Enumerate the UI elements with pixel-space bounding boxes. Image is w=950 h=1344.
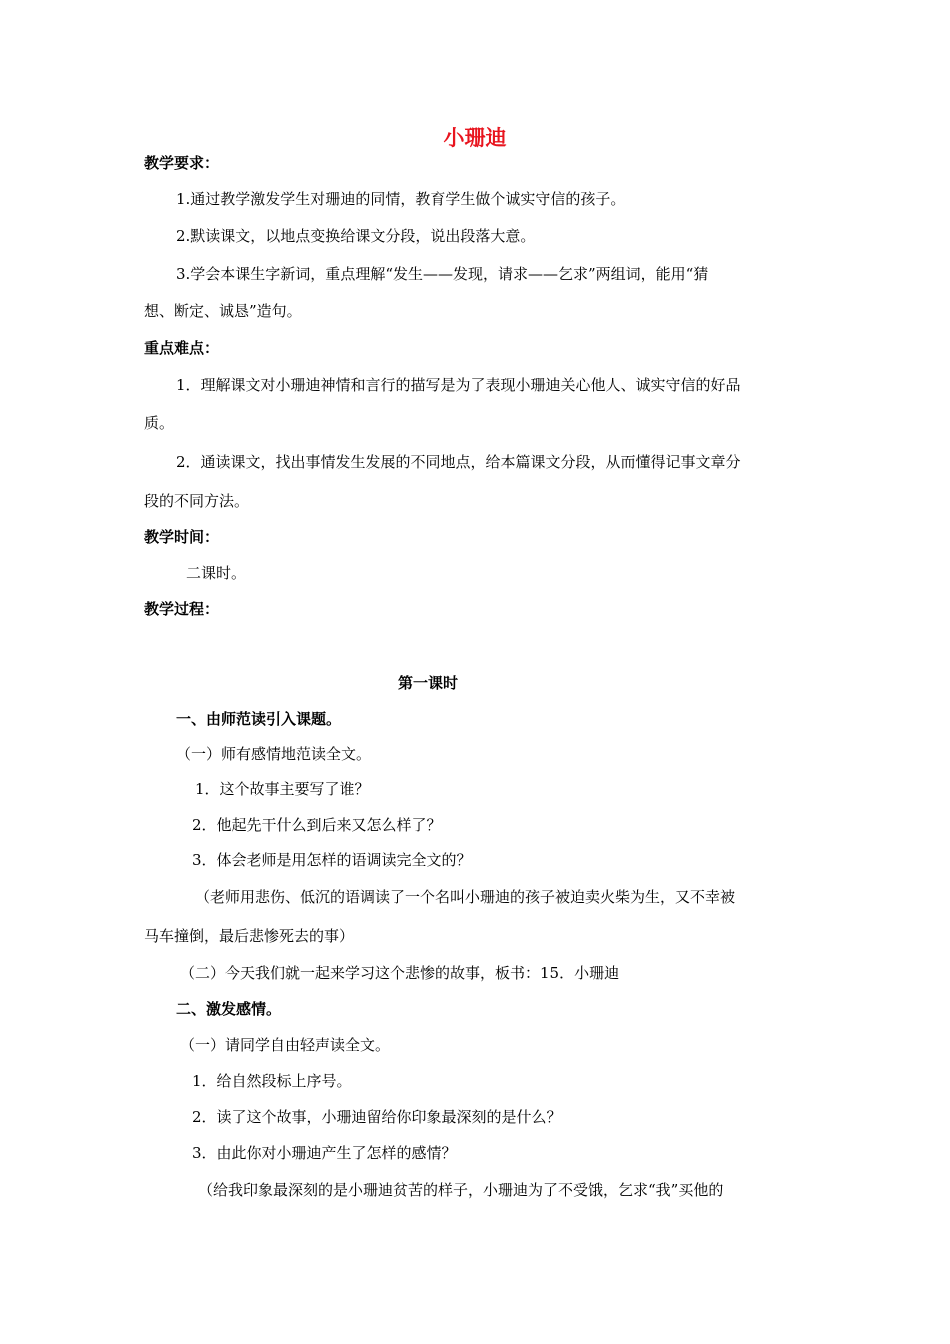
time-value: 二课时。 [186,564,247,582]
requirement-item-2: 2.默读课文，以地点变换给课文分段，说出段落大意。 [176,227,536,245]
difficulty-item-2-line-2: 段的不同方法。 [144,492,250,510]
section-1-heading: 一、由师范读引入课题。 [176,710,342,728]
section-1-question-3: 3．体会老师是用怎样的语调读完全文的？ [192,851,472,869]
section-2-note-line-1: （给我印象最深刻的是小珊迪贫苦的样子，小珊迪为了不受饿，乞求“我”买他的 [198,1181,724,1199]
requirement-item-3-line-1: 3.学会本课生字新词，重点理解“发生——发现，请求——乞求”两组词，能用“猜 [176,265,709,283]
difficulty-item-1-line-1: 1．理解课文对小珊迪神情和言行的描写是为了表现小珊迪关心他人、诚实守信的好品 [176,376,741,394]
difficulties-heading: 重点难点： [144,339,220,357]
requirement-item-1: 1.通过教学激发学生对珊迪的同情，教育学生做个诚实守信的孩子。 [176,190,626,208]
page-title: 小珊迪 [443,125,507,150]
section-1-sub-2: （二）今天我们就一起来学习这个悲惨的故事，板书：15．小珊迪 [180,964,620,982]
difficulty-item-1-line-2: 质。 [144,414,175,432]
section-2-question-2: 2．读了这个故事，小珊迪留给你印象最深刻的是什么？ [192,1108,562,1126]
time-heading: 教学时间： [144,528,220,546]
section-1-question-1: 1．这个故事主要写了谁？ [195,780,370,798]
section-1-note-line-1: （老师用悲伤、低沉的语调读了一个名叫小珊迪的孩子被迫卖火柴为生，又不幸被 [195,888,736,906]
difficulty-item-2-line-1: 2．通读课文，找出事情发生发展的不同地点，给本篇课文分段，从而懂得记事文章分 [176,453,741,471]
section-2-sub-1: （一）请同学自由轻声读全文。 [180,1036,391,1054]
requirements-heading: 教学要求： [144,154,220,172]
process-heading: 教学过程： [144,600,220,618]
section-2-question-1: 1．给自然段标上序号。 [192,1072,352,1090]
section-1-note-line-2: 马车撞倒，最后悲惨死去的事） [144,927,355,945]
section-2-heading: 二、激发感情。 [176,1000,282,1018]
section-1-question-2: 2．他起先干什么到后来又怎么样了？ [192,816,442,834]
section-1-sub-1: （一）师有感情地范读全文。 [176,745,372,763]
section-2-question-3: 3．由此你对小珊迪产生了怎样的感情？ [192,1144,457,1162]
requirement-item-3-line-2: 想、断定、诚恳”造句。 [144,302,302,320]
lesson-title: 第一课时 [397,674,458,692]
